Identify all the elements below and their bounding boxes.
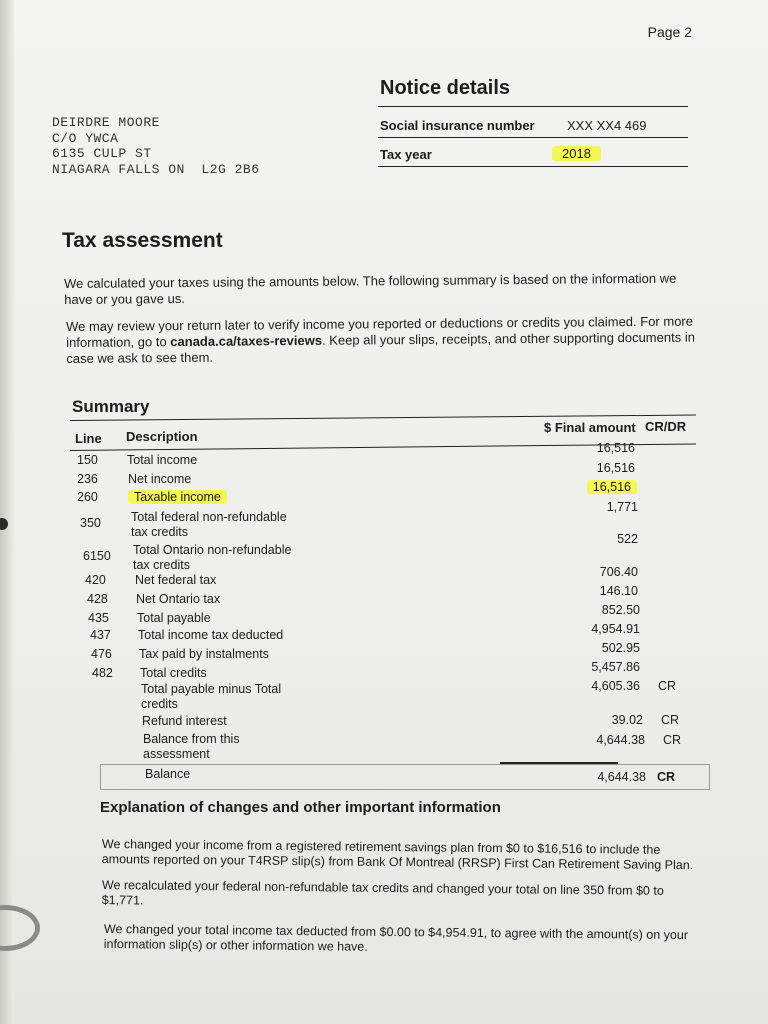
row-description: Net income (128, 472, 192, 486)
row-amount: 5,457.86 (591, 660, 640, 674)
row-amount: 4,644.38 (596, 733, 645, 747)
address-line: 6135 CULP ST (52, 146, 152, 161)
review-text-end: . Keep all your slips, receipts, and other supporting documents in case we ask to see them. (66, 329, 695, 366)
reviews-link[interactable]: canada.ca/taxes-reviews (170, 332, 323, 350)
tax-year-label: Tax year (380, 147, 432, 162)
page-number: Page 2 (647, 24, 692, 40)
col-description-header: Description (126, 429, 198, 444)
assessment-review-note (66, 314, 696, 367)
row-crdr: CR (658, 679, 677, 693)
balance-crdr: CR (657, 770, 676, 784)
tax-year-value: 2018 (552, 146, 601, 161)
row-line-number: 482 (92, 666, 113, 680)
row-line-number: 420 (85, 573, 106, 587)
explanation-heading: Explanation of changes and other important information (100, 799, 501, 816)
explanation-p2: We recalculated your federal non-refundable tax credits and changed your total on line 350 from $0 to $1,771. (101, 878, 664, 908)
row-description: Total credits (140, 666, 207, 680)
explanation-p3: We changed your total income tax deducted from $0.00 to $4,954.91, to agree with the amount(s) on your information slip(s) or other information we have. (103, 922, 689, 954)
address-line: C/O YWCA (52, 130, 119, 146)
review-text: We may review your return later to verify income you reported or deductions or credits you claimed. For more information, go to (66, 313, 694, 350)
row-line-number: 435 (88, 611, 109, 625)
mailing-address (52, 115, 260, 177)
row-description: Balance from this assessment (143, 732, 240, 761)
row-line-number: 437 (90, 628, 111, 642)
sin-label: Social insurance number (380, 118, 535, 133)
row-amount: 522 (617, 532, 638, 546)
row-description: Total income (127, 453, 198, 467)
balance-amount: 4,644.38 (597, 770, 646, 784)
highlighted-description: Taxable income (128, 490, 227, 504)
row-description: Refund interest (142, 714, 227, 728)
row-description: Tax paid by instalments (139, 647, 269, 661)
row-description: Total income tax deducted (138, 628, 284, 642)
tax-year-value-wrap (552, 146, 601, 161)
assessment-intro: We calculated your taxes using the amounts below. The following summary is based on the information we have or you gave us. (64, 270, 677, 307)
tax-year-row (380, 147, 432, 162)
row-amount: 39.02 (611, 713, 643, 727)
row-line-number: 428 (87, 592, 108, 606)
tax-assessment-heading: Tax assessment (62, 229, 223, 252)
row-description: Net federal tax (135, 573, 217, 587)
page-edge-shadow (0, 0, 14, 1024)
row-line-number: 236 (77, 472, 98, 486)
row-description (128, 490, 227, 505)
address-line: NIAGARA FALLS ON L2G 2B6 (52, 161, 260, 177)
row-amount: 502.95 (601, 641, 640, 655)
sin-value: XXX XX4 469 (567, 118, 647, 133)
summary-heading: Summary (72, 397, 150, 416)
divider (378, 166, 688, 167)
row-description: Total payable minus Total credits (141, 682, 282, 711)
row-amount: 852.50 (601, 603, 640, 617)
row-amount: 16,516 (596, 461, 635, 475)
address-line: DEIRDRE MOORE (52, 115, 160, 130)
explanation-p1: We changed your income from a registered retirement savings plan from $0 to $16,516 to include the amounts reported on your T4RSP slip(s) from Bank Of Montreal (RRSP) First Can Retirement Saving Plan. (101, 837, 694, 873)
row-amount (547, 480, 637, 494)
row-description: Total Ontario non-refundable tax credits (133, 543, 292, 572)
balance-row (100, 764, 710, 790)
row-description: Total payable (137, 611, 211, 625)
row-crdr: CR (661, 713, 680, 727)
notice-details-title: Notice details (380, 77, 511, 99)
row-amount: 4,954.91 (591, 622, 640, 636)
row-amount: 146.10 (599, 584, 638, 598)
row-line-number: 150 (77, 453, 98, 467)
row-amount: 4,605.36 (591, 679, 640, 693)
row-line-number: 6150 (83, 549, 111, 563)
highlighted-amount: 16,516 (587, 480, 637, 494)
row-description: Net Ontario tax (136, 592, 221, 606)
row-crdr: CR (663, 733, 682, 747)
divider (378, 106, 688, 107)
col-crdr-header: CR/DR (645, 419, 687, 434)
row-line-number: 260 (77, 490, 98, 504)
row-amount: 706.40 (599, 565, 638, 579)
divider (378, 137, 688, 138)
col-line-header: Line (75, 431, 102, 446)
row-line-number: 476 (91, 647, 112, 661)
balance-label: Balance (145, 767, 191, 781)
row-amount: 1,771 (606, 500, 638, 514)
binder-ring (0, 905, 40, 951)
row-description: Total federal non-refundable tax credits (131, 510, 287, 539)
sin-row (380, 118, 535, 133)
col-amount-header: $ Final amount (544, 420, 636, 435)
row-line-number: 350 (80, 516, 101, 530)
row-amount: 16,516 (596, 441, 635, 455)
